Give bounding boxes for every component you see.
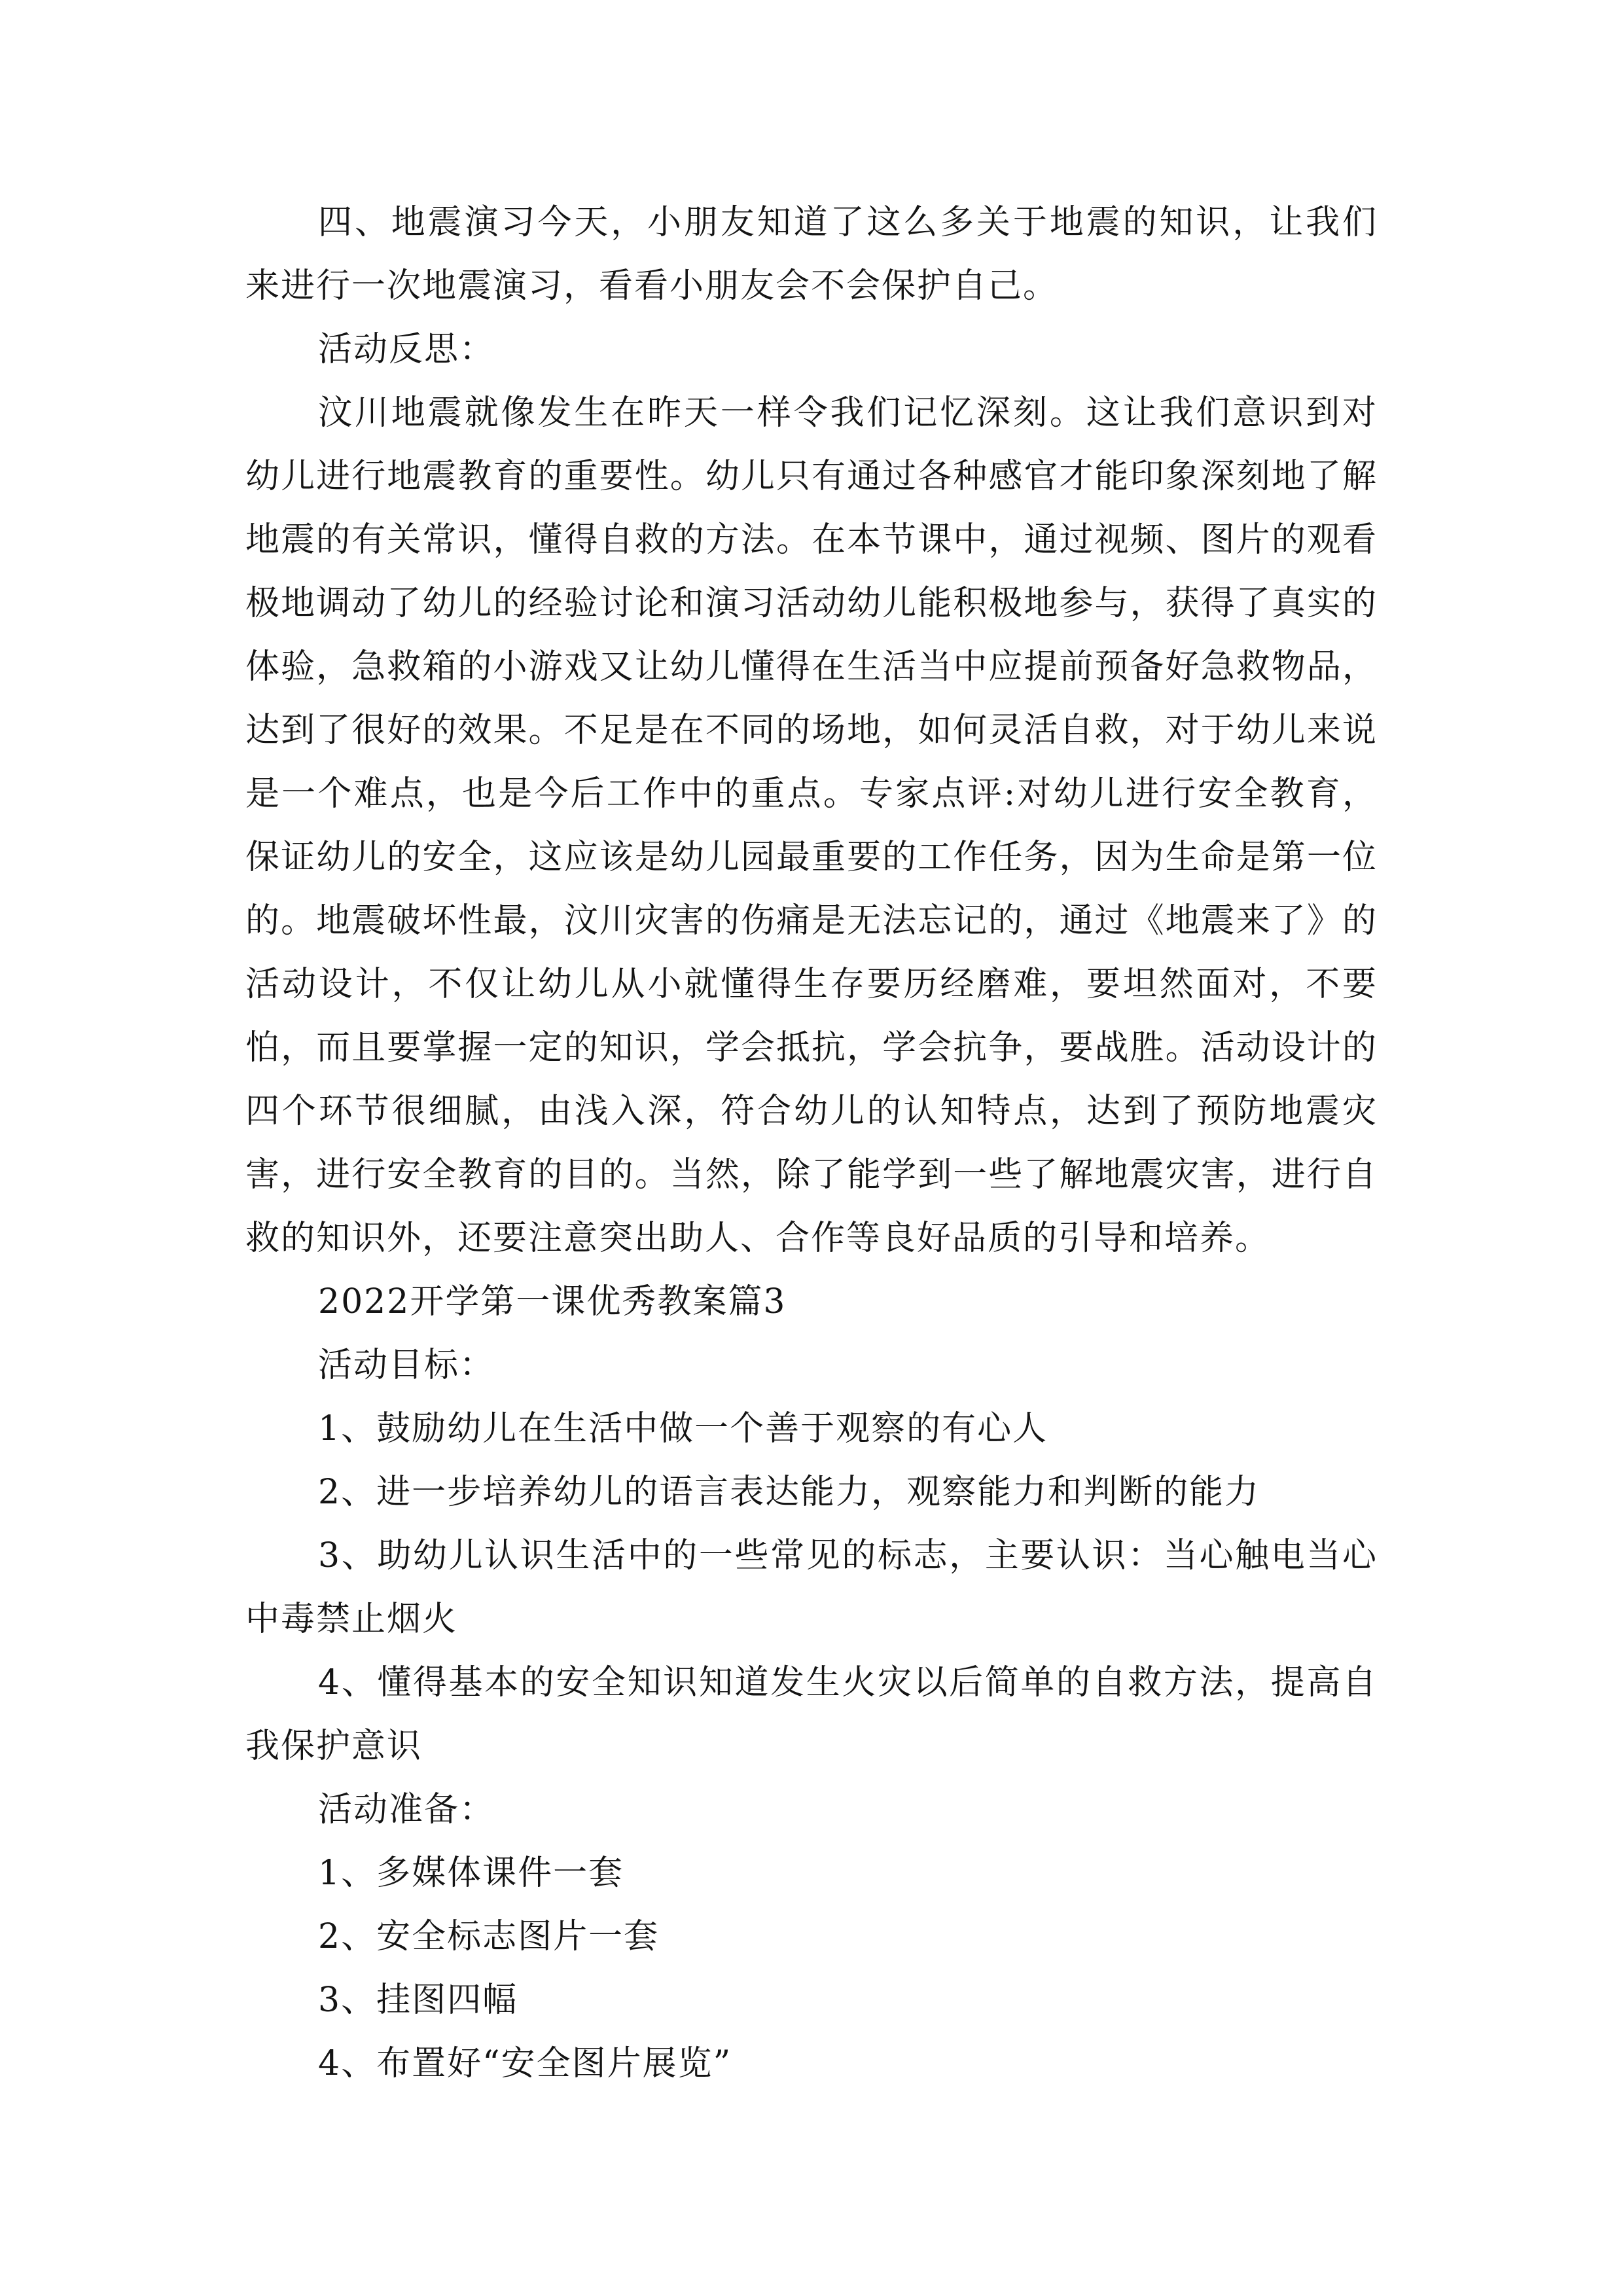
goal-item: 3、助幼儿认识生活中的一些常见的标志，主要认识：当心触电当心中毒禁止烟火 xyxy=(245,1536,1378,1639)
lesson-title: 2022开学第一课优秀教案篇3 xyxy=(318,1282,787,1321)
goal-item: 1、鼓励幼儿在生活中做一个善于观察的有心人 xyxy=(318,1409,1048,1448)
document-body xyxy=(245,191,1378,2096)
goal-item: 2、进一步培养幼儿的语言表达能力，观察能力和判断的能力 xyxy=(318,1473,1260,1512)
prep-item: 1、多媒体课件一套 xyxy=(318,1854,624,1893)
goal-item: 4、懂得基本的安全知识知道发生火灾以后简单的自救方法，提高自我保护意识 xyxy=(245,1663,1378,1766)
prep-heading: 活动准备： xyxy=(318,1790,495,1829)
prep-item: 4、布置好“安全图片展览” xyxy=(318,2044,732,2083)
prep-item: 3、挂图四幅 xyxy=(318,1981,518,2020)
goals-heading: 活动目标： xyxy=(318,1346,495,1385)
reflection-heading: 活动反思： xyxy=(318,330,495,369)
prep-item: 2、安全标志图片一套 xyxy=(318,1917,660,1956)
paragraph-reflection: 汶川地震就像发生在昨天一样令我们记忆深刻。这让我们意识到对幼儿进行地震教育的重要性。幼儿只有通过各种感官才能印象深刻地了解地震的有关常识，懂得自救的方法。在本节课中，通过视频、图片的观看极地调动了幼儿的经验讨论和演习活动幼儿能积极地参与，获得了真实的体验，急救箱的小游戏又让幼儿懂得在生活当中应提前预备好急救物品，达到了很好的效果。不足是在不同的场地，如何灵活自救，对于幼儿来说是一个难点，也是今后工作中的重点。专家点评:对幼儿进行安全教育，保证幼儿的安全，这应该是幼儿园最重要的工作任务，因为生命是第一位的。地震破坏性最，汶川灾害的伤痛是无法忘记的，通过《地震来了》的活动设计，不仅让幼儿从小就懂得生存要历经磨难，要坦然面对，不要怕，而且要掌握一定的知识，学会抵抗，学会抗争，要战胜。活动设计的四个环节很细腻，由浅入深，符合幼儿的认知特点，达到了预防地震灾害，进行安全教育的目的。当然，除了能学到一些了解地震灾害，进行自救的知识外，还要注意突出助人、合作等良好品质的引导和培养。 xyxy=(245,393,1378,1258)
paragraph-section-four: 四、地震演习今天，小朋友知道了这么多关于地震的知识，让我们来进行一次地震演习，看看小朋友会不会保护自己。 xyxy=(245,203,1378,306)
